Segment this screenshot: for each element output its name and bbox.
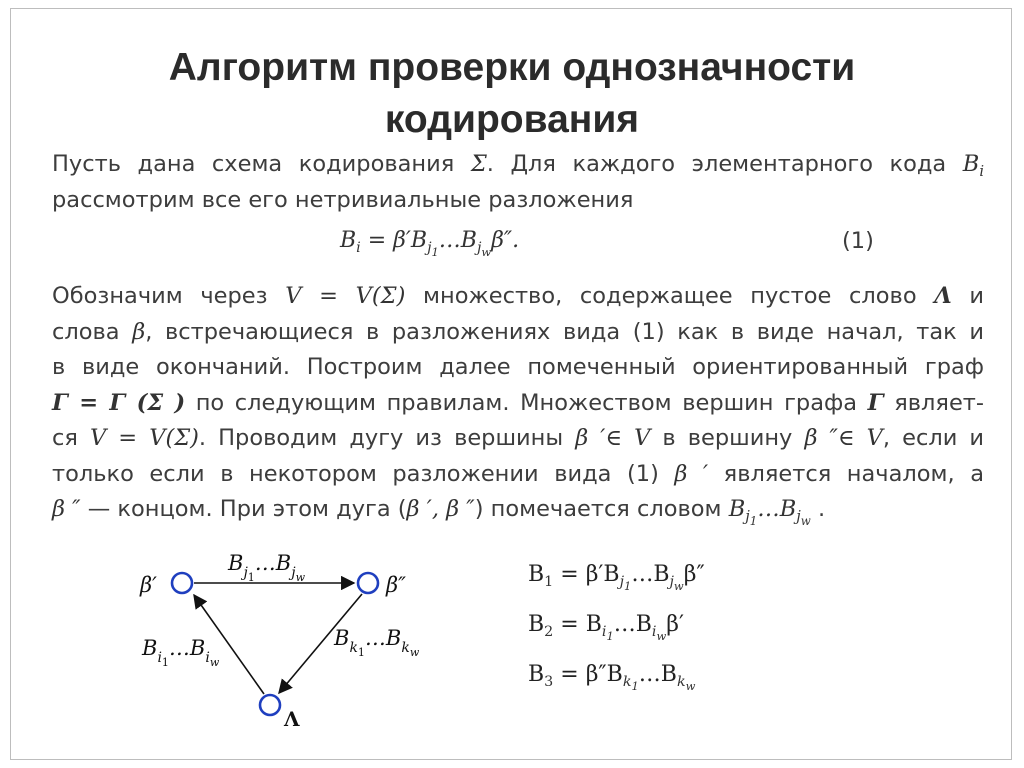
title-line-1: Алгоритм проверки однозначности [168, 46, 856, 89]
edge-label-right: $B_k1\dots B_kw$ [334, 626, 420, 659]
intro-line-1: Пусть дана схема кодирования Σ. Для каждого элементарного кода $B_i$ [52, 151, 985, 181]
edge-label-top: $B_j1\dots B_jw$ [228, 551, 305, 584]
equation-number: (1) [842, 228, 874, 254]
para2-line-3: в виде окончаний. Построим далее помеченный ориентированный граф [52, 354, 984, 380]
para2-line-4: Γ = Γ (Σ ) по следующим правилам. Множеством вершин графа Γ являет- [52, 389, 985, 416]
edge-label-left: $B_i1\dots B_iw$ [142, 636, 220, 669]
para2-line-7: β ″ — концом. При этом дуга (β ′, β ″) помечается словом $B_{j_1}\dots B_{j_w}$ . [52, 496, 826, 529]
label-beta-prime: β′ [140, 573, 157, 597]
intro-line-2: рассмотрим все его нетривиальные разложения [52, 186, 634, 213]
node-beta-prime [172, 573, 192, 593]
node-lambda [260, 695, 280, 715]
sigma-symbol: Σ [470, 151, 487, 177]
node-beta-double-prime [358, 573, 378, 593]
decomposition-formula: $B_i$ = $\beta'B_{j_1}\dots B_{j_w}\beta''$. [340, 228, 520, 259]
title-line-2: кодирования [384, 98, 640, 141]
para2-line-2: слова β, встречающиеся в разложениях вида (1) как в виде начал, так и [52, 318, 985, 345]
para2-line-6: только если в некотором разложении вида (1) β ′ является началом, а [52, 460, 984, 487]
equation-b2: $B_2$ = $B_{i_1}\dots B_{i_w}\beta'$ [528, 612, 684, 643]
label-lambda: Λ [284, 707, 300, 731]
equation-b3: $B_3$ = $\beta''B_{k_1}\dots B_{k_w}$ [528, 662, 696, 693]
para2-line-5: ся V = V(Σ). Проводим дугу из вершины β ′∈ V в вершину β ″∈ V, если и [52, 425, 985, 451]
equation-b1: $B_1$ = $\beta'B_{j_1}\dots B_{j_w}\beta''$ [528, 562, 705, 593]
label-beta-double-prime: β″ [386, 573, 406, 597]
para2-line-1: Обозначим через V = V(Σ) множество, содержащее пустое слово Λ и [52, 283, 984, 309]
